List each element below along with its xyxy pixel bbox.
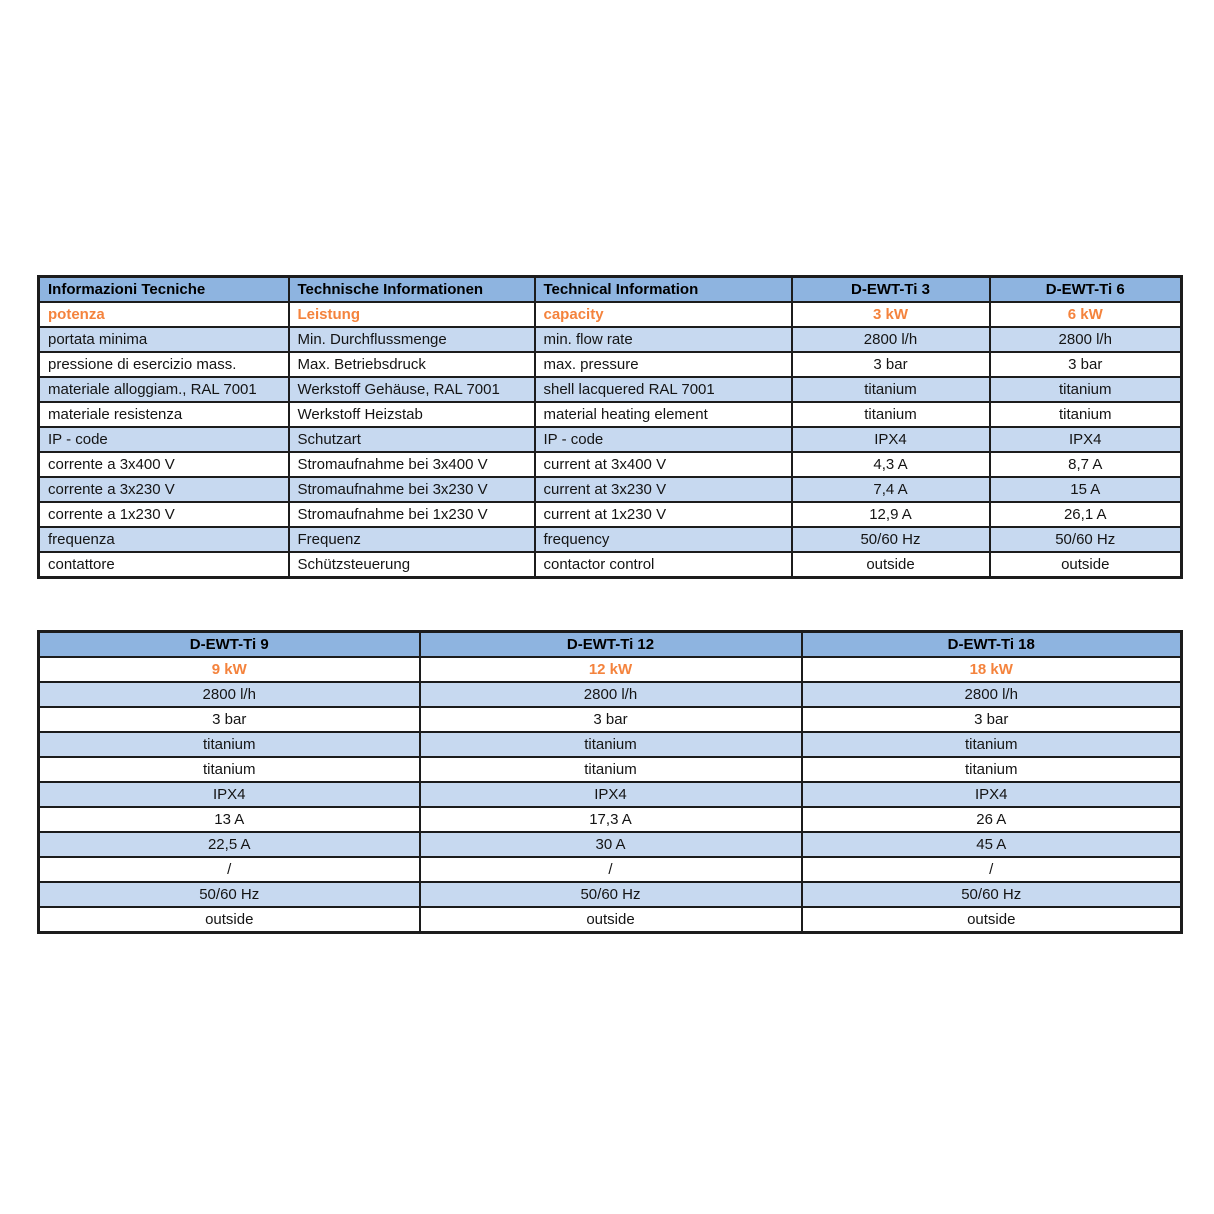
table-cell: Min. Durchflussmenge: [289, 327, 535, 352]
table-cell: outside: [39, 907, 420, 933]
table-cell: 50/60 Hz: [39, 882, 420, 907]
table-cell: 2800 l/h: [990, 327, 1182, 352]
table-cell: current at 3x400 V: [535, 452, 792, 477]
table-row: [39, 452, 1182, 477]
table-row: [39, 327, 1182, 352]
table-cell: 7,4 A: [792, 477, 990, 502]
table-row: [39, 757, 1182, 782]
table-cell: titanium: [420, 732, 802, 757]
table-cell: 6 kW: [990, 302, 1182, 327]
table-cell: 3 bar: [802, 707, 1182, 732]
table-cell: contactor control: [535, 552, 792, 578]
table-cell: /: [802, 857, 1182, 882]
table-cell: /: [39, 857, 420, 882]
table-row: [39, 377, 1182, 402]
table-cell: 2800 l/h: [420, 682, 802, 707]
table-cell: current at 1x230 V: [535, 502, 792, 527]
table-cell: min. flow rate: [535, 327, 792, 352]
table-cell: IPX4: [792, 427, 990, 452]
column-header: Informazioni Tecniche: [39, 277, 289, 303]
table-cell: 22,5 A: [39, 832, 420, 857]
table-cell: frequenza: [39, 527, 289, 552]
table-cell: IPX4: [39, 782, 420, 807]
table-cell: 2800 l/h: [792, 327, 990, 352]
table-row: [39, 807, 1182, 832]
table-cell: IP - code: [535, 427, 792, 452]
table-cell: 30 A: [420, 832, 802, 857]
spec-table-models-9-12-18: [37, 630, 1183, 934]
table-cell: contattore: [39, 552, 289, 578]
table-cell: 3 bar: [990, 352, 1182, 377]
table-cell: 26,1 A: [990, 502, 1182, 527]
table-cell: Stromaufnahme bei 1x230 V: [289, 502, 535, 527]
column-header: D-EWT-Ti 3: [792, 277, 990, 303]
table-cell: 12,9 A: [792, 502, 990, 527]
table-cell: /: [420, 857, 802, 882]
table-cell: 2800 l/h: [39, 682, 420, 707]
table-cell: IPX4: [990, 427, 1182, 452]
table-row: [39, 552, 1182, 578]
table-cell: potenza: [39, 302, 289, 327]
column-header: Technische Informationen: [289, 277, 535, 303]
table-cell: titanium: [802, 732, 1182, 757]
table-cell: Stromaufnahme bei 3x230 V: [289, 477, 535, 502]
table-row: [39, 682, 1182, 707]
table-cell: outside: [802, 907, 1182, 933]
table-cell: 12 kW: [420, 657, 802, 682]
table-cell: Schützsteuerung: [289, 552, 535, 578]
table-cell: IPX4: [802, 782, 1182, 807]
table-cell: 50/60 Hz: [802, 882, 1182, 907]
table-cell: Frequenz: [289, 527, 535, 552]
table-row: [39, 857, 1182, 882]
table-cell: 3 bar: [792, 352, 990, 377]
table-cell: IPX4: [420, 782, 802, 807]
column-header: D-EWT-Ti 12: [420, 632, 802, 658]
table-cell: 18 kW: [802, 657, 1182, 682]
table-cell: 45 A: [802, 832, 1182, 857]
table-cell: corrente a 3x400 V: [39, 452, 289, 477]
table-cell: titanium: [39, 757, 420, 782]
spec-table-models-3-6: [37, 275, 1183, 579]
table-row: [39, 427, 1182, 452]
table-cell: 3 bar: [420, 707, 802, 732]
table-cell: titanium: [420, 757, 802, 782]
table-cell: Stromaufnahme bei 3x400 V: [289, 452, 535, 477]
table-row: [39, 657, 1182, 682]
table-cell: shell lacquered RAL 7001: [535, 377, 792, 402]
table-cell: max. pressure: [535, 352, 792, 377]
table-cell: 3 kW: [792, 302, 990, 327]
table-row: [39, 402, 1182, 427]
column-header: Technical Information: [535, 277, 792, 303]
table-cell: 17,3 A: [420, 807, 802, 832]
table-cell: 8,7 A: [990, 452, 1182, 477]
table-cell: outside: [990, 552, 1182, 578]
table-cell: 50/60 Hz: [420, 882, 802, 907]
table-cell: Werkstoff Gehäuse, RAL 7001: [289, 377, 535, 402]
table-cell: titanium: [39, 732, 420, 757]
table-cell: current at 3x230 V: [535, 477, 792, 502]
table-cell: titanium: [792, 377, 990, 402]
table-cell: titanium: [990, 402, 1182, 427]
table-cell: titanium: [802, 757, 1182, 782]
table-cell: IP - code: [39, 427, 289, 452]
table-cell: Leistung: [289, 302, 535, 327]
table-row: [39, 477, 1182, 502]
header-row: [39, 632, 1182, 658]
table-cell: 3 bar: [39, 707, 420, 732]
table-cell: corrente a 1x230 V: [39, 502, 289, 527]
table-row: [39, 527, 1182, 552]
table-row: [39, 502, 1182, 527]
table-cell: pressione di esercizio mass.: [39, 352, 289, 377]
table-row: [39, 907, 1182, 933]
table-cell: materiale alloggiam., RAL 7001: [39, 377, 289, 402]
table-cell: 9 kW: [39, 657, 420, 682]
table-cell: titanium: [792, 402, 990, 427]
table-cell: outside: [792, 552, 990, 578]
table-row: [39, 707, 1182, 732]
column-header: D-EWT-Ti 18: [802, 632, 1182, 658]
column-header: D-EWT-Ti 9: [39, 632, 420, 658]
table-cell: materiale resistenza: [39, 402, 289, 427]
table-cell: outside: [420, 907, 802, 933]
table-cell: 4,3 A: [792, 452, 990, 477]
table-cell: 26 A: [802, 807, 1182, 832]
table-cell: titanium: [990, 377, 1182, 402]
table-row: [39, 732, 1182, 757]
table-row: [39, 302, 1182, 327]
table-cell: 15 A: [990, 477, 1182, 502]
table-cell: Max. Betriebsdruck: [289, 352, 535, 377]
table-cell: Werkstoff Heizstab: [289, 402, 535, 427]
table-row: [39, 882, 1182, 907]
table-cell: capacity: [535, 302, 792, 327]
table-cell: material heating element: [535, 402, 792, 427]
table-cell: 50/60 Hz: [990, 527, 1182, 552]
table-cell: corrente a 3x230 V: [39, 477, 289, 502]
column-header: D-EWT-Ti 6: [990, 277, 1182, 303]
table-cell: portata minima: [39, 327, 289, 352]
table-cell: 2800 l/h: [802, 682, 1182, 707]
table-cell: 13 A: [39, 807, 420, 832]
table-cell: 50/60 Hz: [792, 527, 990, 552]
table-cell: frequency: [535, 527, 792, 552]
table-row: [39, 832, 1182, 857]
header-row: [39, 277, 1182, 303]
table-row: [39, 352, 1182, 377]
table-row: [39, 782, 1182, 807]
table-cell: Schutzart: [289, 427, 535, 452]
